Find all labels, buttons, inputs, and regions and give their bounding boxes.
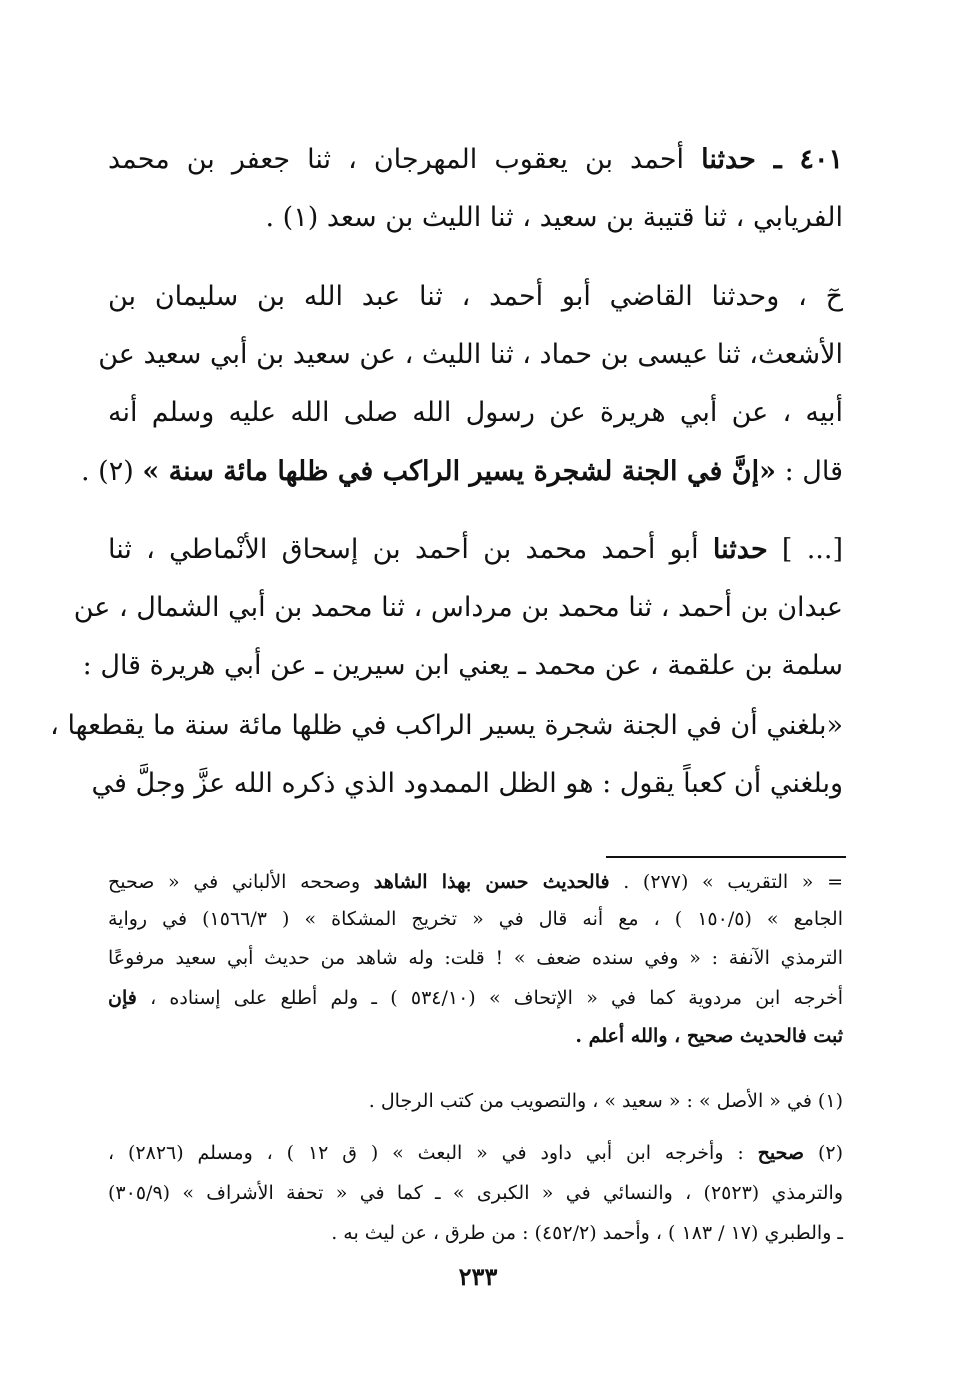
main-text-line: سلمة بن علقمة ، عن محمد ـ يعني ابن سيرين ـ عن أبي هريرة قال : (82, 650, 843, 681)
footnote-fragment: (٢) (804, 1142, 843, 1164)
footnote-fragment: وصححه الألباني في « صحيح (108, 871, 374, 893)
main-text-line: الأشعث، ثنا عيسى بن حماد ، ثنا الليث ، عن سعيد بن أبي سعيد عن (98, 339, 843, 370)
main-text-fragment: [... ] (767, 534, 844, 565)
footnote-bold: ثبت فالحديث صحيح ، والله أعلم . (575, 1025, 843, 1047)
hadith-matn: «إنَّ في الجنة لشجرة يسير الراكب في ظلها مائة سنة » (142, 456, 776, 487)
footnote-separator (606, 856, 846, 858)
footnote-2-line (108, 1138, 843, 1170)
footnote-line: الترمذي الآنفة : « وفي سنده ضعف » ! قلت: وله شاهد من حديث أبي سعيد مرفوعًا (108, 947, 843, 969)
footnote-line: الجامع » (١٥٠/٥ ) ، مع أنه قال في « تخريج المشكاة » ( ١٥٦٦/٣) في رواية (108, 908, 843, 930)
footnote-fragment: : وأخرجه ابن أبي داود في « البعث » ( ق ١٢ ) ، ومسلم (٢٨٢٦) ، (108, 1142, 758, 1164)
footnote-2-line: ـ والطبري (١٧ / ١٨٣ ) ، وأحمد (٤٥٢/٢) : من طرق ، عن ليث به . (331, 1222, 843, 1244)
footnote-line (108, 867, 843, 899)
narration-keyword: حدثنا (712, 534, 768, 565)
main-text-line (108, 140, 843, 184)
hadith-number: ٤٠١ ـ حدثنا (701, 144, 844, 175)
footnote-ref: (٢) . (81, 456, 143, 487)
footnote-2-line: والترمذي (٢٥٢٣) ، والنسائي في « الكبرى » ـ كما في « تحفة الأشراف » (٣٠٥/٩) (108, 1182, 843, 1204)
main-text-line (108, 530, 843, 574)
footnote-fragment: = « التقريب » (٢٧٧) . (609, 871, 843, 893)
hadith-matn-line: وبلغني أن كعباً يقول : هو الظل الممدود الذي ذكره الله عزَّ وجلَّ في (91, 768, 843, 799)
main-text-fragment: قال : (775, 456, 843, 487)
main-text-line: حٓ ، وحدثنا القاضي أبو أحمد ، ثنا عبد الله بن سليمان بن (108, 281, 843, 312)
footnote-fragment: أخرجه ابن مردوية كما في « الإتحاف » (٥٣٤/١٠ ) ـ ولم أطلع على إسناده ، (136, 987, 843, 1009)
footnote-grade: صحيح (757, 1142, 805, 1164)
main-text-line (81, 452, 843, 496)
main-text-line: عبدان بن أحمد ، ثنا محمد بن مرداس ، ثنا محمد بن أبي الشمال ، عن (73, 592, 843, 623)
footnote-bold: فالحديث حسن بهذا الشاهد (373, 871, 610, 893)
footnote-line (108, 983, 843, 1015)
main-text-fragment: أبو أحمد محمد بن أحمد بن إسحاق الأنْماطي ، ثنا (108, 534, 713, 565)
main-text-line: أبيه ، عن أبي هريرة عن رسول الله صلى الله عليه وسلم أنه (108, 397, 843, 428)
main-text-line: الفريابي ، ثنا قتيبة بن سعيد ، ثنا الليث بن سعد (١) . (265, 202, 843, 233)
footnote-line (108, 1021, 843, 1053)
footnote-bold: فإن (108, 987, 137, 1009)
hadith-matn-line: «بلغني أن في الجنة شجرة يسير الراكب في ظلها مائة سنة ما يقطعها ، (50, 710, 843, 741)
page-number: ٢٣٣ (458, 1262, 498, 1291)
footnote-1: (١) في « الأصل » : « سعيد » ، والتصويب من كتب الرجال . (368, 1090, 843, 1112)
main-text-fragment: أحمد بن يعقوب المهرجان ، ثنا جعفر بن محمد (108, 144, 702, 175)
